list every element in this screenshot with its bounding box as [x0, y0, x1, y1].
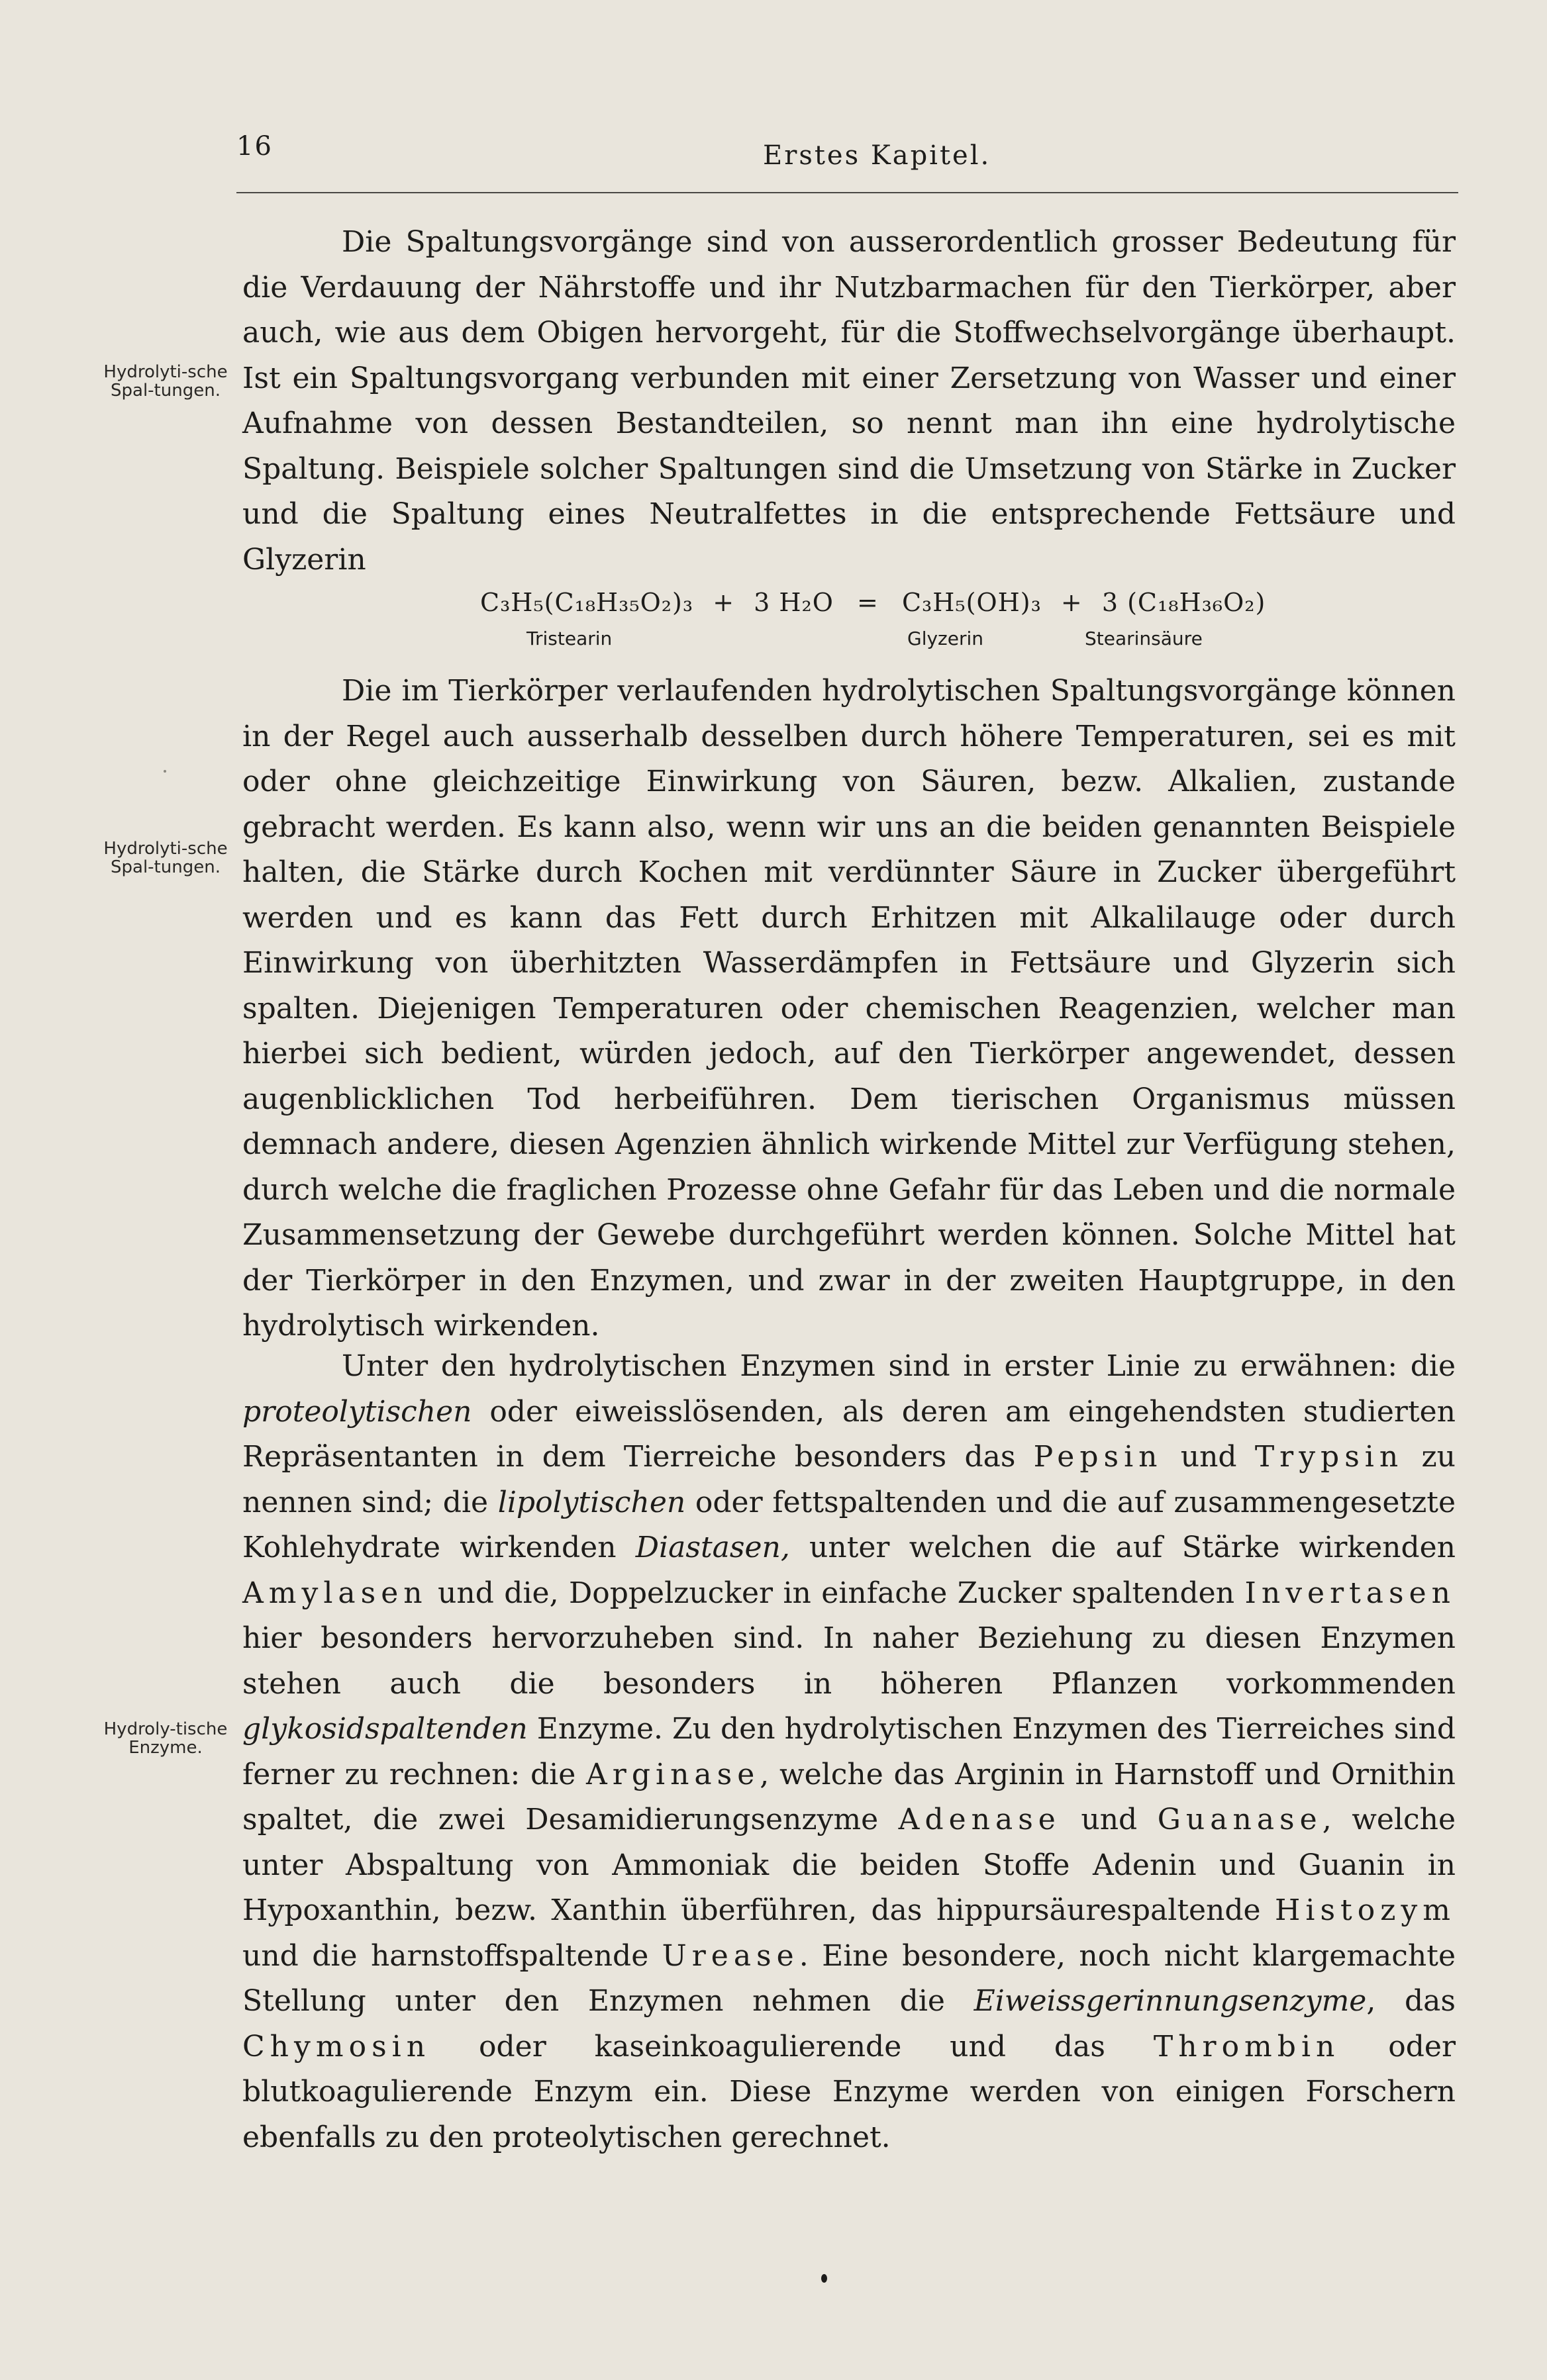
text-run: , welche unter Abspaltung von Ammoniak die beiden Stoffe Adenin und Guanin in Hypoxanthin, bezw. Xanthin überführen, das hippursäurespaltende [242, 1803, 1456, 1927]
margin-note: Hydrolyti-sche Spal-tungen. [103, 362, 228, 401]
header-rule [236, 192, 1458, 193]
formula-label-glyzerin: Glyzerin [907, 628, 984, 649]
paragraph-hydrolytische-enzyme [242, 1344, 1456, 2160]
enzyme-amylasen: Amylasen [242, 1576, 428, 1610]
enzyme-adenase: Adenase [898, 1803, 1061, 1836]
text-run: und [1060, 1803, 1158, 1836]
text-run: und die, Doppelzucker in einfache Zucker spaltenden [427, 1576, 1245, 1610]
term-proteolytisch: proteolytischen [242, 1394, 472, 1429]
enzyme-pepsin: Pepsin [1033, 1440, 1163, 1474]
paragraph-text: Die im Tierkörper verlaufenden hydrolytischen Spaltungsvorgänge können in der Regel auch ausserhalb desselben durch höhere Temperaturen, sei es mit oder ohne gleichzeitige Einwirkung von Säuren, bezw. Alkalien, zustande gebracht werden. Es kann also, wenn wir uns an die beiden genannten Beispiele halten, die Stärke durch Kochen mit verdünnter Säure in Zucker übergeführt werden und es kann das Fett durch Erhitzen mit Alkalilauge oder durch Einwirkung von überhitzten Wasserdämpfen in Fettsäure und Glyzerin sich spalten. Diejenigen Temperaturen oder chemischen Reagenzien, welcher man hierbei sich bedient, würden jedoch, auf den Tierkörper angewendet, dessen augenblicklichen Tod herbeiführen. Dem tierischen Organismus müssen demnach andere, diesen Agenzien ähnlich wirkende Mittel zur Verfügung stehen, durch welche die fraglichen Prozesse ohne Gefahr für das Leben und die normale Zusammensetzung der Gewebe durchgeführt werden können. Solche Mittel hat der Tierkörper in den Enzymen, und zwar in der zweiten Hauptgruppe, in den hydrolytisch wirkenden. [242, 674, 1456, 1343]
paragraph-spaltungsvorgaenge [242, 220, 1456, 583]
text-run: , welche das Arginin in Harnstoff und Ornithin spaltet, die zwei Desamidierungsenzyme [242, 1757, 1456, 1836]
formula-label-tristearin: Tristearin [526, 628, 613, 649]
margin-note: Hydroly-tische Enzyme. [103, 1719, 228, 1758]
running-title: Erstes Kapitel. [763, 140, 991, 171]
formula-label-stearinsaeure: Stearinsäure [1085, 628, 1203, 649]
plus-sign: + [1060, 588, 1083, 617]
enzyme-invertasen: Invertasen [1244, 1576, 1456, 1610]
print-speck [164, 770, 166, 773]
enzyme-guanase: Guanase [1157, 1803, 1322, 1836]
text-run: und [1162, 1440, 1255, 1474]
text-run: oder kaseinkoagulierende und das [430, 2029, 1154, 2064]
enzyme-trypsin: Trypsin [1254, 1440, 1404, 1474]
term-diastasen: Diastasen, [635, 1531, 790, 1564]
text-run: hier besonders hervorzuheben sind. In naher Beziehung zu diesen Enzymen stehen auch die besonders in höheren Pflanzen vorkommenden [242, 1621, 1456, 1701]
text-run: . Eine besondere, noch nicht klargemachte Stellung unter den Enzymen nehmen die [242, 1938, 1456, 2018]
enzyme-urease: Urease [662, 1938, 799, 1973]
enzyme-chymosin: Chymosin [242, 2029, 431, 2064]
paragraph-text [242, 1344, 1456, 2160]
enzyme-arginase: Arginase [586, 1757, 760, 1791]
chemical-equation [480, 588, 1266, 617]
equals-sign: = [857, 588, 879, 617]
enzyme-histozym: Histozym [1275, 1893, 1456, 1927]
enzyme-thrombin: Thrombin [1153, 2029, 1340, 2064]
text-run: oder eiweisslösenden, als deren am eingehendsten studierten Repräsentanten in dem Tierreiche besonders das [242, 1394, 1456, 1474]
text-run: Unter den hydrolytischen Enzymen sind in erster Linie zu erwähnen: die [342, 1349, 1456, 1383]
water-formula: 3 H₂O [754, 588, 834, 617]
term-lipolytisch: lipolytischen [497, 1485, 686, 1519]
stearinsaeure-formula: 3 (C₁₈H₃₆O₂) [1101, 588, 1266, 617]
text-run: und die harnstoffspaltende [242, 1938, 662, 1973]
plus-sign: + [713, 588, 735, 617]
paragraph-text: Die Spaltungsvorgänge sind von ausserordentlich grosser Bedeutung für die Verdauung der Nährstoffe und ihr Nutzbarmachen für den Tierkörper, aber auch, wie aus dem Obigen hervorgeht, für die Stoffwechselvorgänge überhaupt. Ist ein Spaltungsvorgang verbunden mit einer Zersetzung von Wasser und einer Aufnahme von dessen Bestandteilen, so nennt man ihn eine hydrolytische Spaltung. Beispiele solcher Spaltungen sind die Umsetzung von Stärke in Zucker und die Spaltung eines Neutralfettes in die entsprechende Fettsäure und Glyzerin [242, 225, 1456, 577]
print-speck [821, 2274, 827, 2283]
tristearin-formula: C₃H₅(C₁₈H₃₅O₂)₃ [480, 588, 694, 617]
text-run: oder fettspaltenden und die auf zusammengesetzte Kohlehydrate wirkenden [242, 1485, 1456, 1564]
text-run: oder blutkoagulierende Enzym ein. Diese Enzyme werden von einigen Forschern ebenfalls zu den proteolytischen gerechnet. [242, 2029, 1456, 2154]
glyzerin-formula: C₃H₅(OH)₃ [901, 588, 1042, 617]
text-run: Enzyme. Zu den hydrolytischen Enzymen des Tierreiches sind ferner zu rechnen: die [242, 1712, 1456, 1791]
term-eiweissgerinnungsenzyme: Eiweissgerinnungsenzyme [973, 1984, 1367, 2018]
paragraph-hydrolytische-spaltungen [242, 669, 1456, 1349]
margin-note: Hydrolyti-sche Spal-tungen. [103, 839, 228, 877]
term-glykosidspaltend: glykosidspaltenden [242, 1712, 528, 1746]
text-run: zu nennen sind; die [242, 1440, 1456, 1519]
text-run: , das [1366, 1984, 1456, 2018]
text-run: unter welchen die auf Stärke wirkenden [789, 1531, 1456, 1564]
page-number: 16 [236, 131, 273, 162]
